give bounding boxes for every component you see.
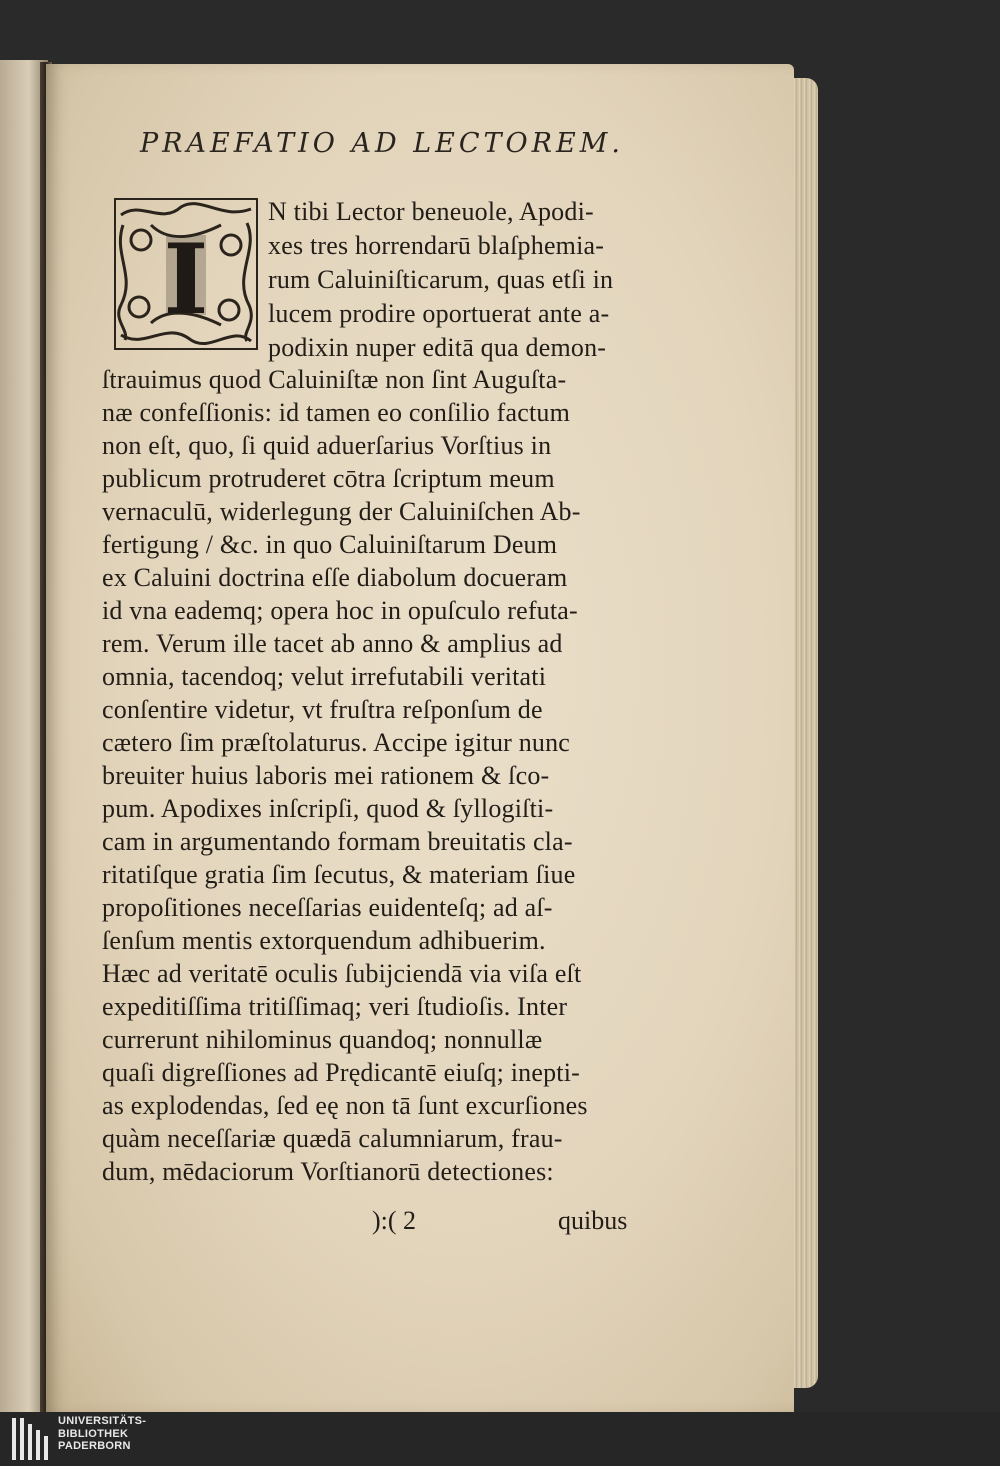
- text-line: N tibi Lector beneuole, Apodi-: [268, 197, 594, 226]
- text-line: vernaculū, widerlegung der Caluiniſchen Ab-: [102, 497, 581, 526]
- signature-mark: ):( 2: [372, 1206, 417, 1235]
- text-line: propoſitiones neceſſarias euidenteſq; ad aſ-: [102, 893, 553, 922]
- text-line: omnia, tacendoq; velut irrefutabili veritati: [102, 662, 547, 691]
- text-line: cam in argumentando formam breuitatis cla-: [102, 827, 573, 856]
- logo-line: UNIVERSITÄTS-: [58, 1415, 147, 1427]
- library-logo-text: [58, 1415, 258, 1453]
- text-line: quaſi digreſſiones ad Prędicantē eiuſq; inepti-: [102, 1058, 580, 1087]
- text-line: currerunt nihilominus quandoq; nonnullæ: [102, 1025, 543, 1054]
- text-line: næ confeſſionis: id tamen eo conſilio factum: [102, 398, 571, 427]
- text-line: id vna eademq; opera hoc in opuſculo refuta-: [102, 596, 578, 625]
- text-line: rum Caluiniſticarum, quas etſi in: [268, 265, 614, 294]
- text-line: xes tres horrendarū blaſphemia-: [268, 231, 605, 260]
- decorated-initial-letter: [111, 195, 261, 353]
- initial-letter: I: [163, 223, 209, 336]
- text-line: non eſt, quo, ſi quid aduerſarius Vorſtius in: [102, 431, 552, 460]
- logo-line: BIBLIOTHEK: [58, 1427, 129, 1440]
- text-line: Hæc ad veritatē oculis ſubijciendā via viſa eſt: [102, 959, 582, 988]
- text-line: lucem prodire oportuerat ante a-: [268, 299, 610, 328]
- logo-line: PADERBORN: [58, 1440, 131, 1452]
- text-line: rem. Verum ille tacet ab anno & amplius ad: [102, 629, 563, 658]
- catchword: quibus: [558, 1206, 628, 1235]
- text-line: publicum protruderet cōtra ſcriptum meum: [102, 464, 555, 493]
- text-line: dum, mēdaciorum Vorſtianorū detectiones:: [102, 1157, 554, 1186]
- text-line: breuiter huius laboris mei rationem & ſco-: [102, 761, 550, 790]
- text-line: ritatiſque gratia ſim ſecutus, & materiam ſiue: [102, 860, 576, 889]
- text-line: pum. Apodixes inſcripſi, quod & ſyllogiſti-: [102, 794, 554, 823]
- text-line: quàm neceſſariæ quædā calumniarum, frau-: [102, 1124, 563, 1153]
- text-line: cætero ſim præſtolaturus. Accipe igitur nunc: [102, 728, 571, 757]
- running-head: PRAEFATIO AD LECTOREM.: [140, 128, 624, 159]
- text-line: ex Caluini doctrina eſſe diabolum docueram: [102, 563, 568, 592]
- text-line: conſentire videtur, vt fruſtra reſponſum de: [102, 695, 543, 724]
- text-line: expeditiſſima tritiſſimaq; veri ſtudioſis. Inter: [102, 992, 568, 1021]
- text-line: fertigung / &c. in quo Caluiniſtarum Deum: [102, 530, 558, 559]
- text-line: ſtrauimus quod Caluiniſtæ non ſint Auguſta-: [102, 365, 567, 394]
- library-logo-icon: [12, 1418, 52, 1460]
- text-line: as explodendas, ſed eę non tā ſunt excurſiones: [102, 1091, 588, 1120]
- text-line: podixin nuper editā qua demon-: [268, 333, 607, 362]
- text-line: ſenſum mentis extorquendum adhibuerim.: [102, 926, 546, 955]
